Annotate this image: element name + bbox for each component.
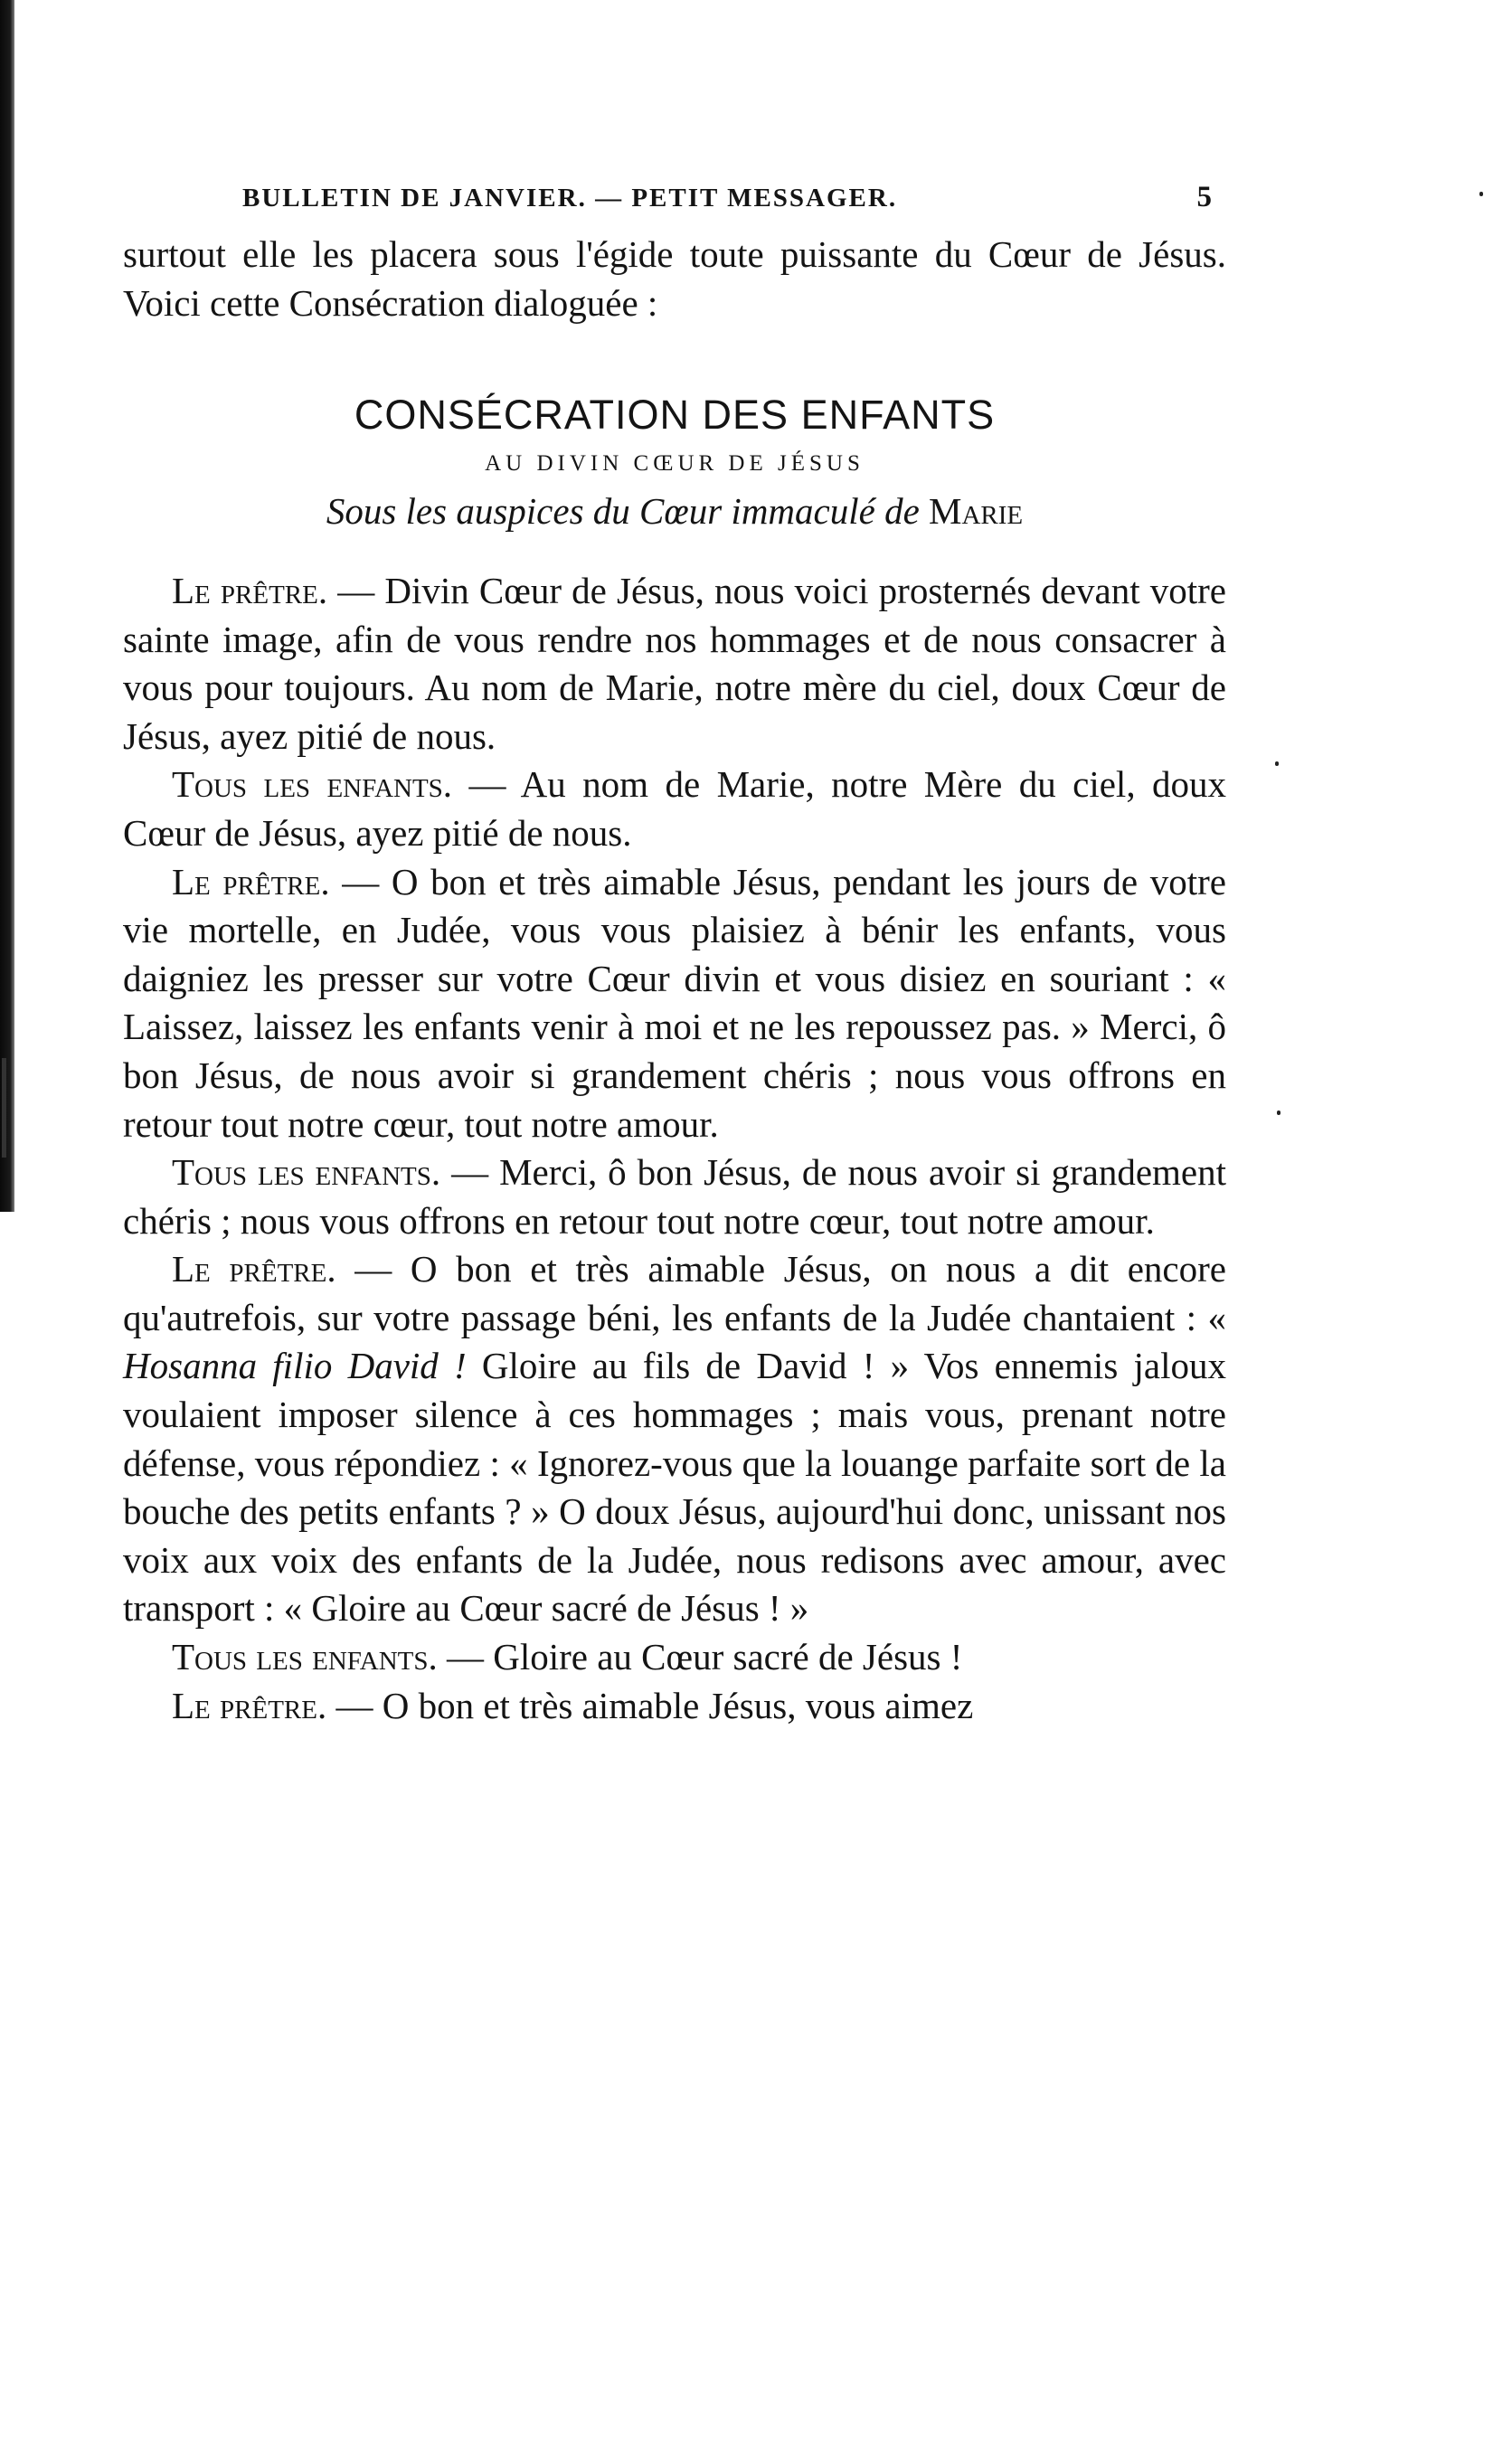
speaker-label: Le prêtre. xyxy=(172,860,330,903)
consecration-title: CONSÉCRATION DES ENFANTS xyxy=(354,392,996,439)
speaker-label: Tous les enfants. xyxy=(172,1636,438,1678)
speaker-label: Le prêtre. xyxy=(172,569,328,611)
running-head xyxy=(123,181,1226,214)
dialogue-paragraph xyxy=(123,1148,1226,1245)
speaker-label: Le prêtre. xyxy=(172,1248,336,1290)
book-page xyxy=(123,181,1226,1730)
dialogue-text: Gloire au fils de David ! » Vos ennemis jaloux voulaient imposer silence à ces hommages ; mais vous, prenant notre défense, vous répondiez : « Ignorez-vous que la louange parfaite sort de la bouche des petits enfants ? » O doux Jésus, aujourd'hui donc, unissant nos voix aux voix des enfants de la Judée, nous redisons avec amour, avec transport : « Gloire au Cœur sacré de Jésus ! » xyxy=(123,1345,1226,1630)
scan-speck xyxy=(1277,1111,1280,1115)
dialogue-paragraph xyxy=(123,761,1226,857)
speaker-label: Tous les enfants. xyxy=(172,1151,441,1194)
dialogue-paragraph xyxy=(123,1245,1226,1633)
page-binding-edge xyxy=(0,0,14,1212)
consecration-subtitle: AU DIVIN CŒUR DE JÉSUS xyxy=(485,450,865,476)
dialogue-text: — Gloire au Cœur sacré de Jésus ! xyxy=(437,1636,963,1678)
dialogue-text: — Divin Cœur de Jésus, nous voici prosternés devant votre sainte image, afin de vous rendre nos hommages et de nous consacrer à vous pour toujours. Au nom de Marie, notre mère du ciel, doux Cœur de Jésus, ayez pitié de nous. xyxy=(123,569,1226,757)
speaker-label: Tous les enfants. xyxy=(172,763,453,806)
dialogue-text: — O bon et très aimable Jésus, vous aimez xyxy=(326,1684,974,1726)
dialogue-paragraph xyxy=(123,1633,1226,1682)
dialogue-text: — O bon et très aimable Jésus, on nous a dit encore qu'autrefois, sur votre passage béni, les enfants de la Judée chantaient : « xyxy=(123,1248,1226,1338)
dialogue-text: — Au nom de Marie, notre Mère du ciel, doux Cœur de Jésus, ayez pitié de nous. xyxy=(123,763,1226,854)
tagline-text: Sous les auspices du Cœur immaculé de xyxy=(326,490,920,533)
dialogue-paragraph xyxy=(123,858,1226,1149)
latin-quote: Hosanna filio David ! xyxy=(123,1345,467,1387)
speaker-label: Le prêtre. xyxy=(172,1684,327,1726)
tagline-name: Marie xyxy=(929,490,1024,533)
dialogue-paragraph xyxy=(123,567,1226,761)
body-text xyxy=(123,231,1226,1730)
dialogue-text: — Merci, ô bon Jésus, de nous avoir si grandement chéris ; nous vous offrons en retour tout notre cœur, tout notre amour. xyxy=(123,1151,1226,1242)
page-binding-mark xyxy=(2,1058,6,1158)
dialogue-paragraph xyxy=(123,1682,1226,1731)
running-head-title: BULLETIN DE JANVIER. — PETIT MESSAGER. xyxy=(242,184,898,213)
consecration-tagline xyxy=(123,487,1226,536)
scan-speck xyxy=(1275,761,1279,766)
page-number: 5 xyxy=(1196,181,1214,213)
scan-speck xyxy=(1479,192,1483,196)
section-heading xyxy=(123,391,1226,536)
intro-paragraph: surtout elle les placera sous l'égide toute puissante du Cœur de Jésus. Voici cette Consécration dialoguée : xyxy=(123,233,1226,324)
dialogue-text: — O bon et très aimable Jésus, pendant les jours de votre vie mortelle, en Judée, vous vous plaisiez à bénir les enfants, vous daigniez les presser sur votre Cœur divin et vous disiez en souriant : « Laissez, laissez les enfants venir à moi et ne les repoussez pas. » Merci, ô bon Jésus, de nous avoir si grandement chéris ; nous vous offrons en retour tout notre cœur, tout notre amour. xyxy=(123,860,1227,1145)
